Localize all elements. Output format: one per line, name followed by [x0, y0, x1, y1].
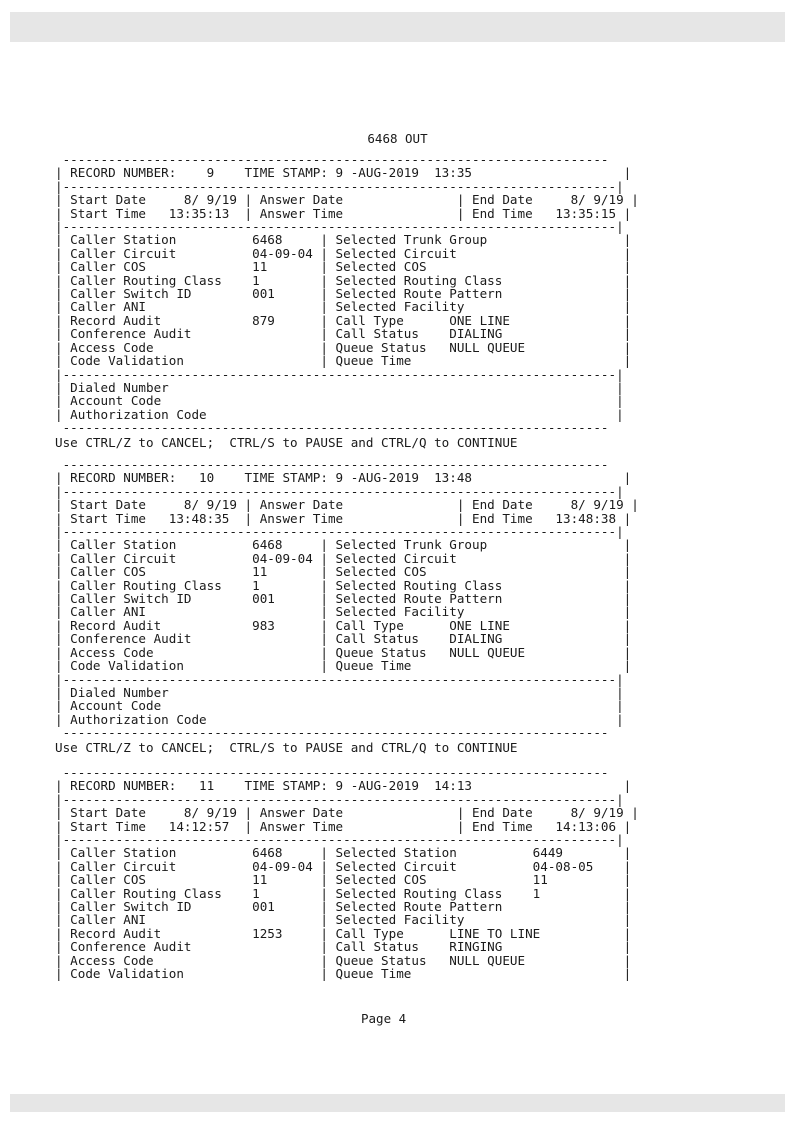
scan-top-band — [10, 12, 785, 42]
scan-bottom-band — [10, 1094, 785, 1112]
page-number: Page 4 — [361, 1011, 407, 1026]
ctrl-message-1: Use CTRL/Z to CANCEL; CTRL/S to PAUSE and CTRL/Q to CONTINUE — [55, 435, 518, 450]
ctrl-message-2: Use CTRL/Z to CANCEL; CTRL/S to PAUSE and CTRL/Q to CONTINUE — [55, 740, 518, 755]
page-header: 6468 OUT — [367, 131, 428, 146]
record-block-11: ------------------------------------------------------------------------ | RECORD NUMBER: 11 TIME STAMP: 9 -AUG-2019 14:13 | |-------------------------------------------------------------------------| | Start Date 8/ 9/19 | Answer Date | End Date 8/ 9/19 | | Start Time 14:12:57 | Answer Time | End Time 14:13:06 | |-------------------------------------------------------------------------| | Caller Station 6468 | Selected Station 6449 | | Caller Circuit 04-09-04 | Selected Circuit 04-08-05 | | Caller COS 11 | Selected COS 11 | | Caller Routing Class 1 | Selected Routing Class 1 | | Caller Switch ID 001 | Selected Route Pattern | | Caller ANI | Selected Facility | | Record Audit 1253 | Call Type LINE TO LINE | | Conference Audit | Call Status RINGING | | Access Code | Queue Status NULL QUEUE | | Code Validation | Queue Time | — [55, 765, 639, 982]
record-block-10: ------------------------------------------------------------------------ | RECORD NUMBER: 10 TIME STAMP: 9 -AUG-2019 13:48 | |-------------------------------------------------------------------------| | Start Date 8/ 9/19 | Answer Date | End Date 8/ 9/19 | | Start Time 13:48:35 | Answer Time | End Time 13:48:38 | |-------------------------------------------------------------------------| | Caller Station 6468 | Selected Trunk Group | | Caller Circuit 04-09-04 | Selected Circuit | | Caller COS 11 | Selected COS | | Caller Routing Class 1 | Selected Routing Class | | Caller Switch ID 001 | Selected Route Pattern | | Caller ANI | Selected Facility | | Record Audit 983 | Call Type ONE LINE | | Conference Audit | Call Status DIALING | | Access Code | Queue Status NULL QUEUE | | Code Validation | Queue Time | |-------------------------------------------------------------------------| | Dialed Number | | Account Code | | Authorization Code | ------------------------------------------------------------------------ — [55, 457, 639, 741]
record-block-9: ------------------------------------------------------------------------ | RECORD NUMBER: 9 TIME STAMP: 9 -AUG-2019 13:35 | |-------------------------------------------------------------------------| | Start Date 8/ 9/19 | Answer Date | End Date 8/ 9/19 | | Start Time 13:35:13 | Answer Time | End Time 13:35:15 | |-------------------------------------------------------------------------| | Caller Station 6468 | Selected Trunk Group | | Caller Circuit 04-09-04 | Selected Circuit | | Caller COS 11 | Selected COS | | Caller Routing Class 1 | Selected Routing Class | | Caller Switch ID 001 | Selected Route Pattern | | Caller ANI | Selected Facility | | Record Audit 879 | Call Type ONE LINE | | Conference Audit | Call Status DIALING | | Access Code | Queue Status NULL QUEUE | | Code Validation | Queue Time | |-------------------------------------------------------------------------| | Dialed Number | | Account Code | | Authorization Code | ------------------------------------------------------------------------ — [55, 152, 639, 436]
